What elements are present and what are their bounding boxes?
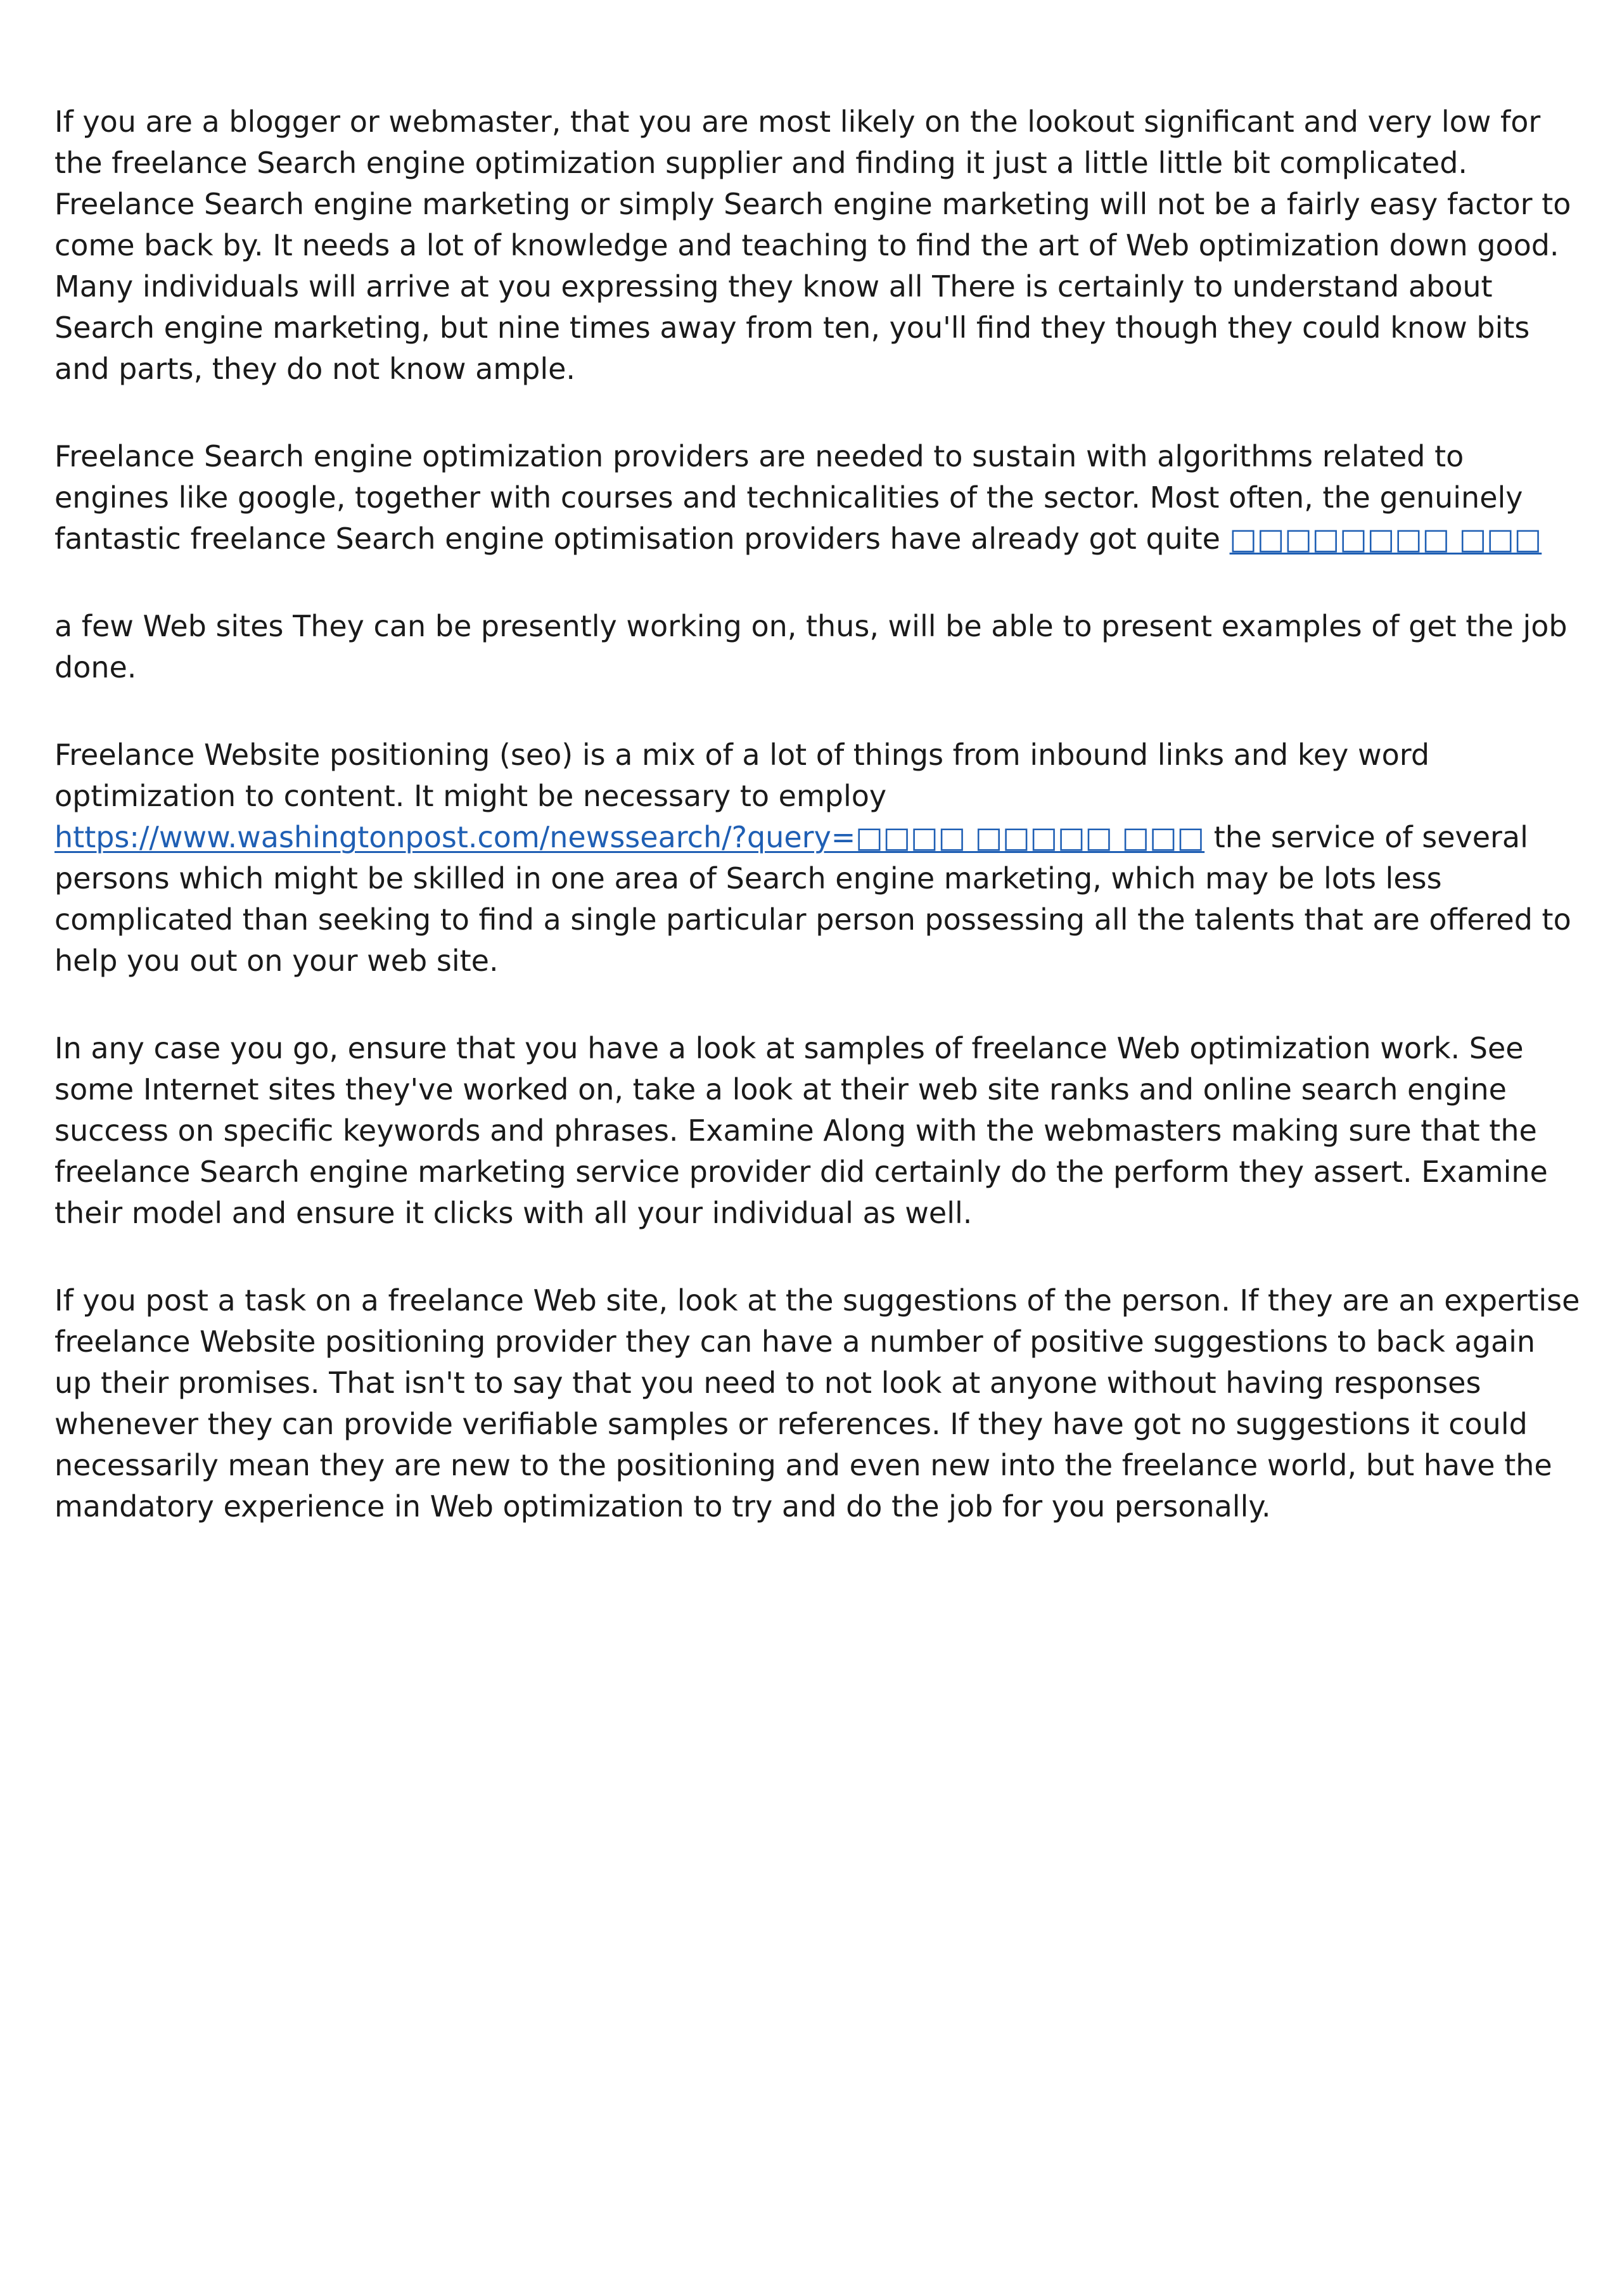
paragraph-4 [54, 734, 1581, 982]
paragraph-1: If you are a blogger or webmaster, that you are most likely on the lookout significant and very low for the freelance Search engine optimization supplier and finding it just a little little bit complicated. Freelance Search engine marketing or simply Search engine marketing will not be a fairly easy factor to come back by. It needs a lot of knowledge and teaching to find the art of Web optimization down good. Many individuals will arrive at you expressing they know all There is certainly to understand about Search engine marketing, but nine times away from ten, you'll find they though they could know bits and parts, they do not know ample. [54, 105, 1571, 386]
paragraph-3: a few Web sites They can be presently working on, thus, will be able to present examples of get the job done. [54, 609, 1568, 684]
paragraph-6: If you post a task on a freelance Web site, look at the suggestions of the person. If they are an expertise freelance Website positioning provider they can have a number of positive suggestions to back again up their promises. That isn't to say that you need to not look at anyone without having responses whenever they can provide verifiable samples or references. If they have got no suggestions it could necessarily mean they are new to the positioning and even new into the freelance world, but have the mandatory experience in Web optimization to try and do the job for you personally. [54, 1283, 1580, 1523]
paragraph-4-text-before: Freelance Website positioning (seo) is a mix of a lot of things from inbound links and key word optimization to content. It might be necessary to employ [54, 738, 1430, 813]
paragraph-4-text-after: the service of several persons which might be skilled in one area of Search engine marketing, which may be lots less complicated than seeking to find a single particular person possessing all the talents that are offered to help you out on your web site. [54, 820, 1571, 978]
paragraph-2 [54, 436, 1581, 560]
paragraph-2-text-before: Freelance Search engine optimization providers are needed to sustain with algorithms related to engines like google, together with courses and technicalities of the sector. Most often, the genuinely fantastic freelance Search engine optimisation providers have already got quite [54, 439, 1523, 556]
document-body [54, 101, 1581, 1574]
inline-link-2[interactable]: https://www.washingtonpost.com/newssearch/?query=□□□□ □□□□□ □□□ [54, 820, 1205, 854]
inline-link-1[interactable]: □□□□□□□□ □□□ [1229, 522, 1542, 556]
paragraph-5: In any case you go, ensure that you have a look at samples of freelance Web optimization work. See some Internet sites they've worked on, take a look at their web site ranks and online search engine success on specific keywords and phrases. Examine Along with the webmasters making sure that the freelance Search engine marketing service provider did certainly do the perform they assert. Examine their model and ensure it clicks with all your individual as well. [54, 1031, 1548, 1230]
